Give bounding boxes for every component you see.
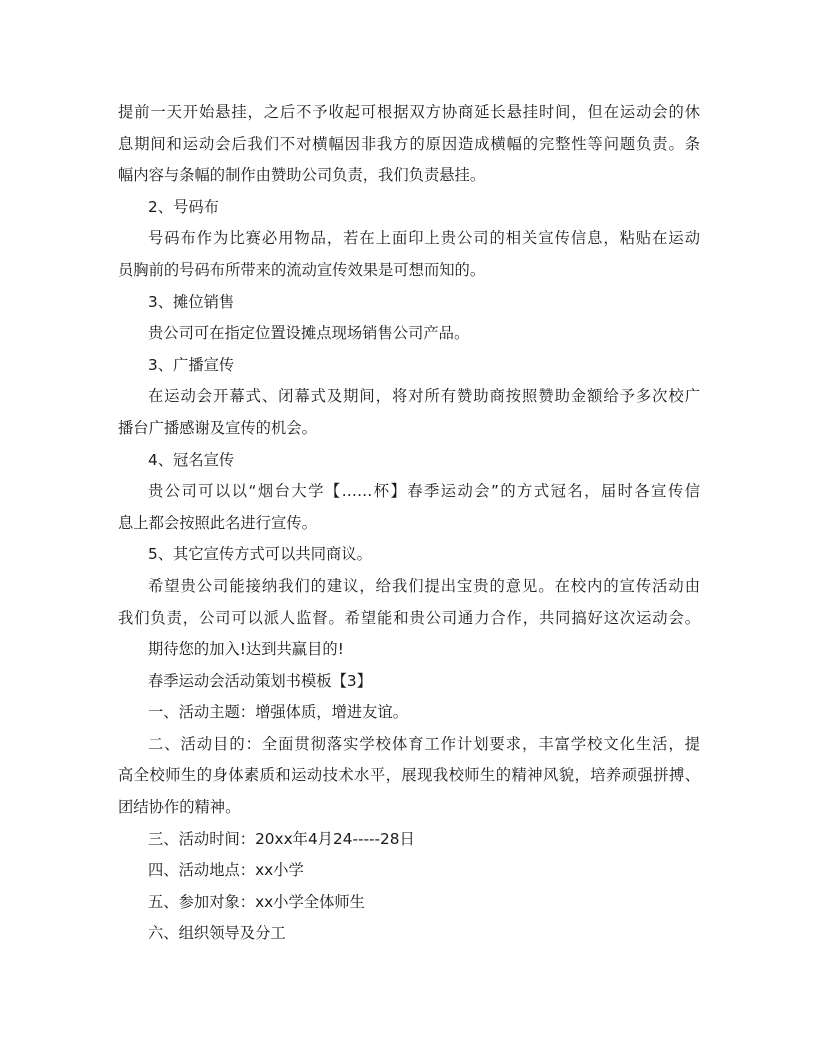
- text-line: 期待您的加入!达到共赢目的!: [148, 640, 344, 659]
- text-line: 息期间和运动会后我们不对横幅因非我方的原因造成横幅的完整性等问题负责。条: [118, 134, 700, 153]
- text-line: 号码布作为比赛必用物品，若在上面印上贵公司的相关宣传信息，粘贴在运动: [148, 229, 700, 248]
- document-body: [118, 97, 700, 950]
- text-line: 五、参加对象：xx小学全体师生: [148, 892, 365, 911]
- text-line: 贵公司可以以“烟台大学【……杯】春季运动会”的方式冠名，届时各宣传信: [148, 482, 700, 501]
- text-line: 三、活动时间：20xx年4月24-----28日: [148, 829, 415, 848]
- section-heading: 5、其它宣传方式可以共同商议。: [148, 545, 372, 564]
- text-line: 员胸前的号码布所带来的流动宣传效果是可想而知的。: [118, 260, 486, 279]
- text-line: 提前一天开始悬挂，之后不予收起可根据双方协商延长悬挂时间，但在运动会的休: [118, 103, 700, 121]
- text-line: 二、活动目的：全面贯彻落实学校体育工作计划要求，丰富学校文化生活，提: [148, 734, 700, 753]
- section-heading: 2、号码布: [148, 197, 219, 216]
- text-line: 播台广播感谢及宣传的机会。: [118, 418, 317, 437]
- text-line: 贵公司可在指定位置设摊点现场销售公司产品。: [148, 324, 470, 343]
- text-line: 我们负责，公司可以派人监督。希望能和贵公司通力合作，共同搞好这次运动会。: [118, 608, 700, 627]
- text-line: 希望贵公司能接纳我们的建议，给我们提出宝贵的意见。在校内的宣传活动由: [148, 576, 700, 595]
- text-line: 团结协作的精神。: [118, 798, 241, 817]
- text-line: 一、活动主题：增强体质，增进友谊。: [148, 703, 409, 722]
- section-heading: 4、冠名宣传: [148, 450, 235, 469]
- text-line: 幅内容与条幅的制作由赞助公司负责，我们负责悬挂。: [118, 166, 486, 185]
- text-line: 四、活动地点：xx小学: [148, 861, 304, 880]
- text-line: 在运动会开幕式、闭幕式及期间，将对所有赞助商按照赞助金额给予多次校广: [148, 387, 700, 406]
- section-heading: 3、摊位销售: [148, 292, 235, 311]
- text-line: 高全校师生的身体素质和运动技术水平，展现我校师生的精神风貌，培养顽强拼搏、: [118, 766, 700, 785]
- document-title: 春季运动会活动策划书模板【3】: [148, 671, 372, 690]
- section-heading: 六、组织领导及分工: [148, 924, 286, 943]
- section-heading: 3、广播宣传: [148, 355, 235, 374]
- text-line: 息上都会按照此名进行宣传。: [118, 513, 317, 532]
